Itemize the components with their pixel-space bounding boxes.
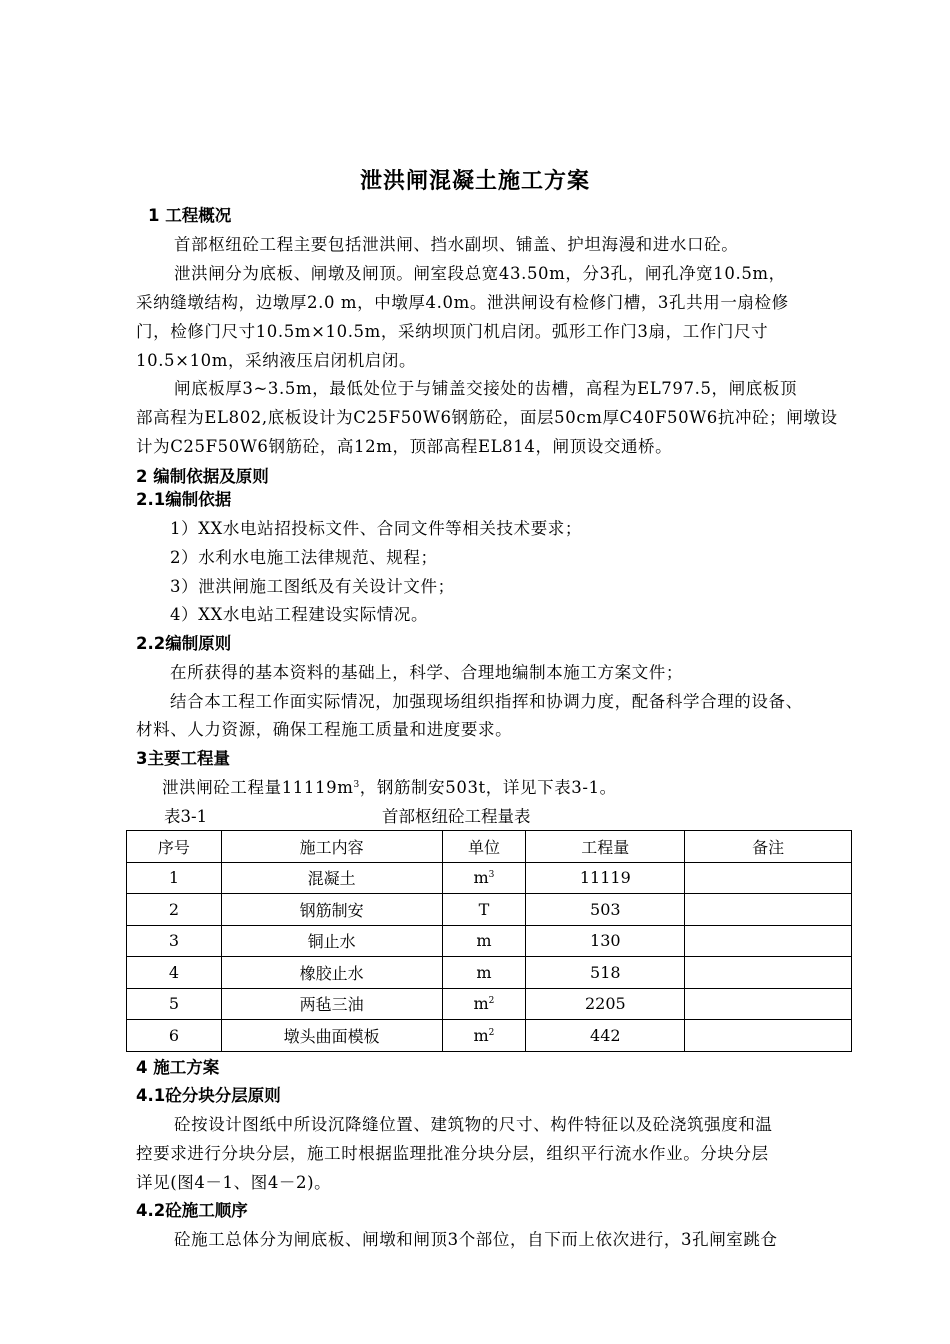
table-row	[127, 1020, 852, 1052]
paragraph-line: 10.5×10m，采纳液压启闭机启闭。	[136, 351, 417, 370]
paragraph-line: 计为C25F50W6钢筋砼，高12m，顶部高程EL814，闸顶设交通桥。	[136, 437, 673, 456]
paragraph-line: 砼按设计图纸中所设沉降缝位置、建筑物的尺寸、构件特征以及砼浇筑强度和温	[174, 1115, 773, 1134]
cell-no: 2	[127, 894, 222, 926]
quantity-table	[126, 830, 852, 1052]
cell-note	[685, 957, 852, 989]
cell-no: 3	[127, 925, 222, 957]
section-2-heading: 2 编制依据及原则	[136, 467, 269, 486]
section-3-heading: 3主要工程量	[136, 749, 230, 768]
paragraph-line: 泄洪闸分为底板、闸墩及闸顶。闸室段总宽43.50m，分3孔，闸孔净宽10.5m，	[174, 264, 786, 283]
cell-note	[685, 988, 852, 1020]
section-4-2-heading: 4.2砼施工顺序	[136, 1201, 248, 1220]
table-row	[127, 988, 852, 1020]
paragraph-line: 砼施工总体分为闸底板、闸墩和闸顶3个部位，自下而上依次进行，3孔闸室跳仓	[174, 1230, 778, 1249]
table-row	[127, 894, 852, 926]
cell-qty: 2205	[526, 988, 685, 1020]
table-number: 表3-1	[164, 807, 208, 826]
paragraph-line: 材料、人力资源，确保工程施工质量和进度要求。	[136, 720, 513, 739]
list-item: 4）XX水电站工程建设实际情况。	[170, 605, 429, 624]
cell-unit: $m^2$	[442, 988, 526, 1020]
paragraph-line: 闸底板厚3~3.5m，最低处位于与铺盖交接处的齿槽，高程为EL797.5，闸底板顶	[174, 379, 798, 398]
document-title: 泄洪闸混凝土施工方案	[359, 169, 590, 194]
table-intro: 泄洪闸砼工程量$11119m^3$，钢筋制安503t，详见下表3-1。	[162, 778, 617, 797]
cell-item: 钢筋制安	[221, 894, 442, 926]
paragraph: 在所获得的基本资料的基础上，科学、合理地编制本施工方案文件；	[170, 663, 683, 682]
list-item: 2）水利水电施工法律规范、规程；	[170, 548, 438, 567]
cell-qty: 518	[526, 957, 685, 989]
header-cell: 施工内容	[221, 831, 442, 863]
cell-no: 5	[127, 988, 222, 1020]
cell-qty: 503	[526, 894, 685, 926]
header-cell: 序号	[127, 831, 222, 863]
paragraph-line: 控要求进行分块分层，施工时根据监理批准分块分层，组织平行流水作业。分块分层	[136, 1144, 769, 1163]
header-cell: 工程量	[526, 831, 685, 863]
paragraph-line: 采纳缝墩结构，边墩厚2.0 m，中墩厚4.0m。泄洪闸设有检修门槽，3孔共用一扇检修	[136, 293, 789, 312]
header-cell: 备注	[685, 831, 852, 863]
cell-note	[685, 894, 852, 926]
cell-item: 铜止水	[221, 925, 442, 957]
section-1-heading: 1 工程概况	[148, 206, 232, 225]
cell-unit: T	[442, 894, 526, 926]
cell-qty: 442	[526, 1020, 685, 1052]
cell-unit: m	[442, 957, 526, 989]
list-item: 3）泄洪闸施工图纸及有关设计文件；	[170, 577, 455, 596]
paragraph: 首部枢纽砼工程主要包括泄洪闸、挡水副坝、铺盖、护坦海漫和进水口砼。	[174, 235, 739, 254]
cell-unit: $m^2$	[442, 1020, 526, 1052]
section-4-1-heading: 4.1砼分块分层原则	[136, 1086, 281, 1105]
cell-unit: m	[442, 925, 526, 957]
header-cell: 单位	[442, 831, 526, 863]
cell-note	[685, 1020, 852, 1052]
cell-item: 混凝土	[221, 862, 442, 894]
cell-no: 4	[127, 957, 222, 989]
cell-unit: $m^3$	[442, 862, 526, 894]
cell-note	[685, 925, 852, 957]
cell-item: 橡胶止水	[221, 957, 442, 989]
paragraph-line: 门，检修门尺寸10.5m×10.5m，采纳坝顶门机启闭。弧形工作门3扇，工作门尺寸	[136, 322, 769, 341]
section-4-heading: 4 施工方案	[136, 1058, 220, 1077]
section-2-2-heading: 2.2编制原则	[136, 634, 232, 653]
cell-no: 1	[127, 862, 222, 894]
cell-item: 两毡三油	[221, 988, 442, 1020]
list-item: 1）XX水电站招投标文件、合同文件等相关技术要求；	[170, 519, 582, 538]
cell-item: 墩头曲面模板	[221, 1020, 442, 1052]
paragraph-line: 部高程为EL802,底板设计为C25F50W6钢筋砼，面层50cm厚C40F50W6抗冲砼；闸墩设	[136, 408, 838, 427]
table-row	[127, 925, 852, 957]
table-header-row	[127, 831, 852, 863]
cell-note	[685, 862, 852, 894]
paragraph-line: 结合本工程工作面实际情况，加强现场组织指挥和协调力度，配备科学合理的设备、	[170, 692, 803, 711]
table-title: 首部枢纽砼工程量表	[382, 807, 531, 826]
table-row	[127, 862, 852, 894]
table-row	[127, 957, 852, 989]
section-2-1-heading: 2.1编制依据	[136, 490, 232, 509]
cell-qty: 130	[526, 925, 685, 957]
cell-no: 6	[127, 1020, 222, 1052]
cell-qty: 11119	[526, 862, 685, 894]
paragraph-line: 详见(图4－1、图4－2)。	[136, 1173, 332, 1192]
